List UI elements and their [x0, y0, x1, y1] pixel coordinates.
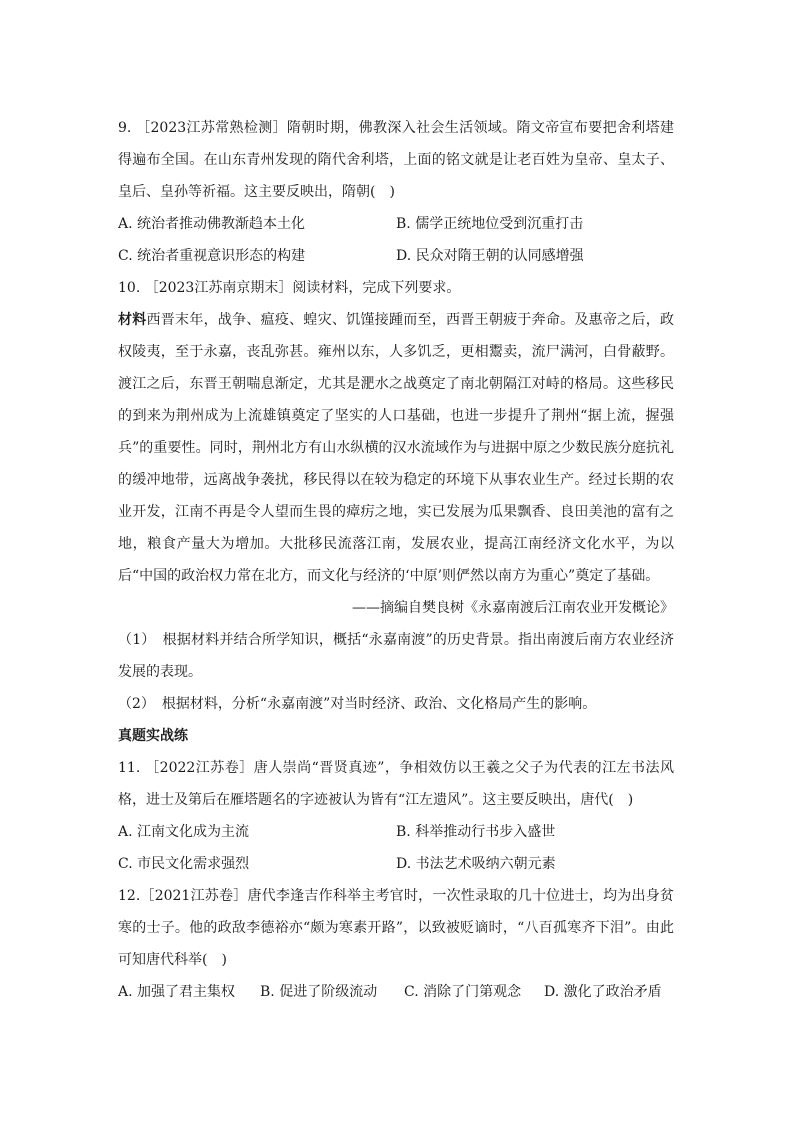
q11-option-a: A. 江南文化成为主流	[118, 824, 250, 840]
q11-options-row-1	[118, 816, 674, 848]
q9-stem: 9. ［2023江苏常熟检测］隋朝时期，佛教深入社会生活领域。隋文帝宣布要把舍利塔建得遍布全国。在山东青州发现的隋代舍利塔，上面的铭文就是让老百姓为皇帝、皇太子、皇后、皇孙等祈福。这主要反映出，隋朝( )	[118, 120, 674, 200]
q11-option-b: B. 科举推动行书步入盛世	[396, 824, 556, 840]
q12-option-b: B. 促进了阶级流动	[260, 984, 378, 1000]
q11-option-d: D. 书法艺术吸纳六朝元素	[396, 856, 556, 872]
q10-stem: 10. ［2023江苏南京期末］阅读材料，完成下列要求。	[118, 280, 461, 296]
q9-option-b: B. 儒学正统地位受到沉重打击	[396, 216, 584, 232]
q11-options-row-2	[118, 848, 674, 880]
material-label: 材料	[118, 312, 147, 328]
q10-subquestion-2: （2） 根据材料，分析“永嘉南渡”对当时经济、政治、文化格局产生的影响。	[118, 696, 597, 712]
q12-option-d: D. 激化了政治矛盾	[544, 984, 662, 1000]
q9-options-row-1	[118, 208, 674, 240]
q9-option-a: A. 统治者推动佛教渐趋本土化	[118, 216, 306, 232]
q9-option-c: C. 统治者重视意识形态的构建	[118, 248, 306, 264]
q9-options-row-2	[118, 240, 674, 272]
section-title: 真题实战练	[118, 728, 188, 744]
q10-material	[118, 304, 674, 592]
q11-option-c: C. 市民文化需求强烈	[118, 856, 250, 872]
material-text: 西晋末年，战争、瘟疫、蝗灾、饥馑接踵而至，西晋王朝疲于奔命。及惠帝之后，政权陵夷，至于永嘉，丧乱弥甚。雍州以东，人多饥乏，更相鬻卖，流尸满河，白骨蔽野。渡江之后，东晋王朝喘息渐定，尤其是淝水之战奠定了南北朝隔江对峙的格局。这些移民的到来为荆州成为上流雄镇奠定了坚实的人口基础，也进一步提升了荆州“据上流，握强兵”的重要性。同时，荆州北方有山水纵横的汉水流域作为与进据中原之少数民族分庭抗礼的缓冲地带，远离战争袭扰，移民得以在较为稳定的环境下从事农业生产。经过长期的农业开发，江南不再是令人望而生畏的瘴疠之地，实已发展为瓜果飘香、良田美池的富有之地，粮食产量大为增加。大批移民流落江南，发展农业，提高江南经济文化水平，为以后“中国的政治权力常在北方，而文化与经济的‘中原’则俨然以南方为重心”奠定了基础。	[118, 312, 675, 584]
q12-stem: 12.［2021江苏卷］唐代李逢吉作科举主考官时，一次性录取的几十位进士，均为出身贫寒的士子。他的政敌李德裕亦“颇为寒素开路”，以致被贬谪时，“八百孤寒齐下泪”。由此可知唐代科举( )	[118, 888, 674, 968]
material-source: ——摘编自樊良树《永嘉南渡后江南农业开发概论》	[352, 600, 674, 616]
document-content	[118, 112, 674, 1008]
q12-option-a: A. 加强了君主集权	[118, 984, 236, 1000]
q12-options-row	[118, 976, 674, 1008]
q10-subquestion-1: （1） 根据材料并结合所学知识，概括“永嘉南渡”的历史背景。指出南渡后南方农业经济发展的表现。	[118, 632, 674, 680]
q9-option-d: D. 民众对隋王朝的认同感增强	[396, 248, 584, 264]
q12-option-c: C. 消除了门第观念	[404, 984, 522, 1000]
q11-stem: 11. ［2022江苏卷］唐人崇尚“晋贤真迹”，争相效仿以王羲之父子为代表的江左书法风格，进士及第后在雁塔题名的字迹被认为皆有“江左遗风”。这主要反映出，唐代( )	[118, 760, 674, 808]
